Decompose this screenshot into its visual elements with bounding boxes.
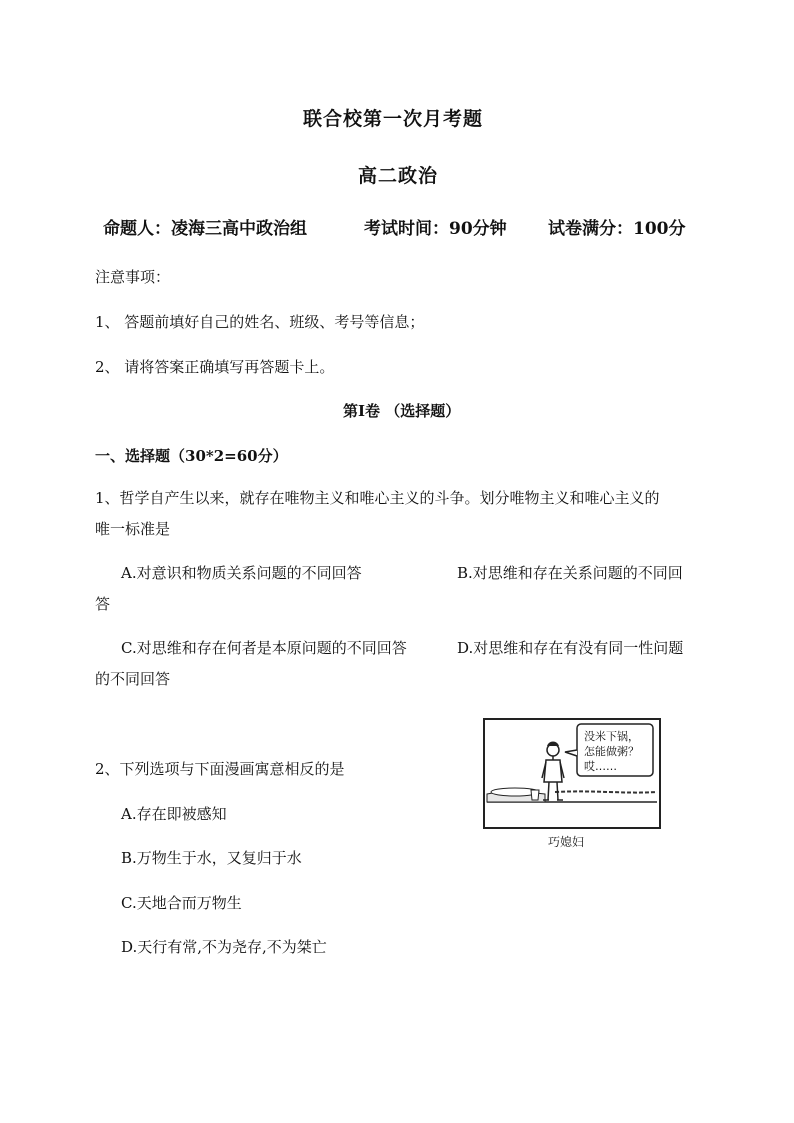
cartoon-image	[483, 718, 661, 829]
q1-stem-line1: 1、哲学自产生以来，就存在唯物主义和唯心主义的斗争。划分唯物主义和唯心主义的	[95, 489, 660, 507]
q1-option-a: A.对意识和物质关系问题的不同回答	[121, 564, 362, 582]
note-item-2: 2、 请将答案正确填写再答题卡上。	[95, 358, 335, 376]
q2-option-b: B.万物生于水，又复归于水	[121, 849, 302, 867]
q1-option-d: D.对思维和存在有没有同一性问题	[457, 639, 684, 657]
cartoon-drawing	[485, 720, 659, 827]
exam-author: 命题人：凌海三高中政治组	[103, 219, 307, 239]
exam-time: 考试时间：90分钟	[364, 219, 507, 239]
speech-line-1: 没米下锅，	[584, 730, 639, 743]
q1-stem-line2: 唯一标准是	[95, 520, 171, 538]
subject-title: 高二政治	[358, 165, 439, 187]
q2-stem: 2、下列选项与下面漫画寓意相反的是	[95, 760, 345, 778]
exam-title: 联合校第一次月考题	[303, 108, 484, 130]
q1-option-b-wrap: 答	[95, 595, 111, 613]
q1-option-b: B.对思维和存在关系问题的不同回	[457, 564, 683, 582]
notes-heading: 注意事项：	[95, 268, 171, 286]
q1-option-d-wrap: 的不同回答	[95, 670, 171, 688]
q2-option-c: C.天地合而万物生	[121, 894, 242, 912]
speech-line-3: 哎……	[584, 760, 617, 773]
volume-heading: 第Ⅰ卷 （选择题）	[343, 402, 461, 420]
speech-line-2: 怎能做粥？	[584, 745, 639, 758]
q2-option-d: D.天行有常,不为尧存,不为桀亡	[121, 938, 327, 956]
part-heading: 一、选择题（30*2=60分）	[95, 447, 288, 465]
cartoon-caption: 巧媳妇	[548, 835, 585, 849]
q2-option-a: A.存在即被感知	[121, 805, 227, 823]
note-item-1: 1、 答题前填好自己的姓名、班级、考号等信息；	[95, 313, 425, 331]
q1-option-c: C.对思维和存在何者是本原问题的不同回答	[121, 639, 407, 657]
exam-score: 试卷满分：100分	[548, 219, 686, 239]
